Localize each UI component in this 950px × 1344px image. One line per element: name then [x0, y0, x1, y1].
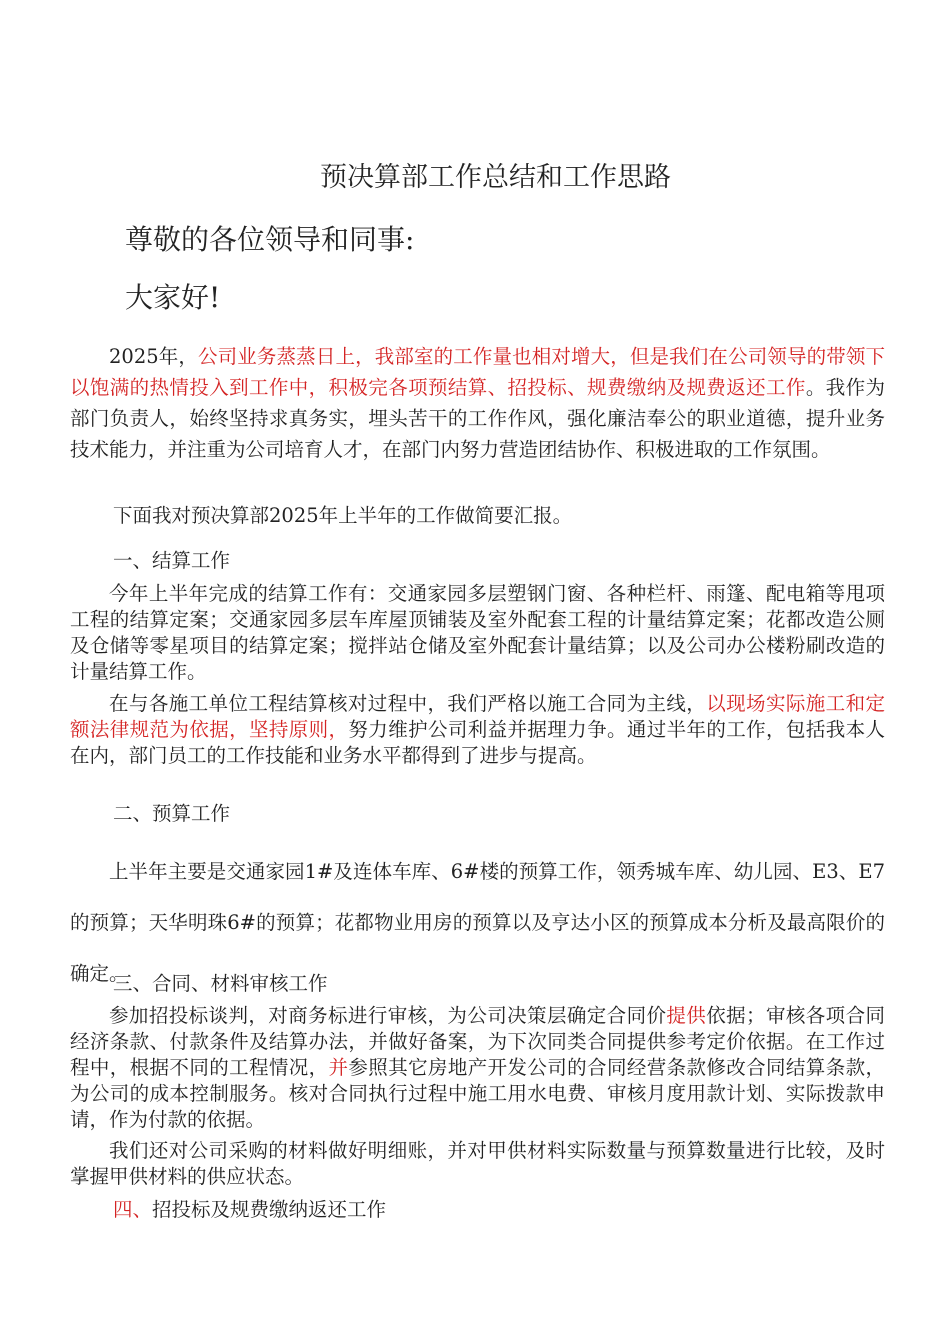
- section3-p1-highlight-1: 提供: [666, 1004, 707, 1027]
- section2-paragraph: 上半年主要是交通家园1#及连体车库、6#楼的预算工作，领秀城车库、幼儿园、E3、E7的预算；天华明珠6#的预算；花都物业用房的预算以及亨达小区的预算成本分析及最高限价的确定。: [70, 860, 885, 985]
- intro-lead: 2025年，: [109, 345, 199, 368]
- report-line: 下面我对预决算部2025年上半年的工作做简要汇报。: [113, 504, 573, 527]
- section3-p1-c: 参照其它房地产开发公司的合同经营条款修改合同结算条款，为公司的成本控制服务。核对合同执行过程中施工用水电费、审核月度用款计划、实际拨款申请，作为付款的依据。: [70, 1056, 885, 1131]
- section2-heading: 二、预算工作: [113, 802, 231, 825]
- section1-paragraph-1: 今年上半年完成的结算工作有：交通家园多层塑钢门窗、各种栏杆、雨篷、配电箱等甩项工程的结算定案；交通家园多层车库屋顶铺装及室外配套工程的计量结算定案；花都改造公厕及仓储等零星项目的结算定案；搅拌站仓储及室外配套计量结算；以及公司办公楼粉刷改造的计量结算工作。: [70, 582, 885, 683]
- section1-heading: 一、结算工作: [113, 549, 231, 572]
- section1-p2-b: 努力维护公司利益并据理力争。通过半年的工作，包括我本人在内，部门员工的工作技能和业务水平都得到了进步与提高。: [70, 718, 885, 767]
- greeting: 尊敬的各位领导和同事:: [125, 223, 415, 256]
- intro-paragraph: [70, 341, 885, 465]
- section3-p1-highlight-2: 并: [328, 1056, 349, 1079]
- section3-p1-a: 参加招投标谈判，对商务标进行审核，为公司决策层确定合同价: [109, 1004, 667, 1027]
- intro-rest: 。我作为部门负责人，始终坚持求真务实，埋头苦干的工作作风，强化廉洁奉公的职业道德，提升业务技术能力，并注重为公司培育人才，在部门内努力营造团结协作、积极进取的工作氛围。: [70, 376, 885, 461]
- document-title: 预决算部工作总结和工作思路: [320, 162, 671, 193]
- section3-p1-b: 依据；审核各项合同经济条款、付款条件及结算办法，并做好备案，为下次同类合同提供参考定价依据。在工作过程中，根据不同的工程情况，: [70, 1004, 885, 1079]
- section4-heading-text: 招投标及规费缴纳返还工作: [152, 1198, 387, 1221]
- section3-heading: 三、合同、材料审核工作: [113, 972, 328, 995]
- section3-paragraph-2: 我们还对公司采购的材料做好明细账，并对甲供材料实际数量与预算数量进行比较，及时掌握甲供材料的供应状态。: [70, 1139, 885, 1188]
- section1-p2-a: 在与各施工单位工程结算核对过程中，我们严格以施工合同为主线，: [109, 692, 707, 715]
- section3-paragraph-1: [70, 1003, 885, 1133]
- section4-heading-number: 四、: [113, 1198, 153, 1221]
- section1-p2-highlight: 以现场实际施工和定额法律规范为依据，坚持原则，: [70, 692, 885, 741]
- section1-paragraph-2: [70, 691, 885, 769]
- hello: 大家好!: [125, 281, 221, 314]
- intro-highlight: 公司业务蒸蒸日上，我部室的工作量也相对增大，但是我们在公司领导的带领下以饱满的热情投入到工作中，积极完各项预结算、招投标、规费缴纳及规费返还工作: [70, 345, 885, 399]
- section4-heading: [113, 1197, 386, 1223]
